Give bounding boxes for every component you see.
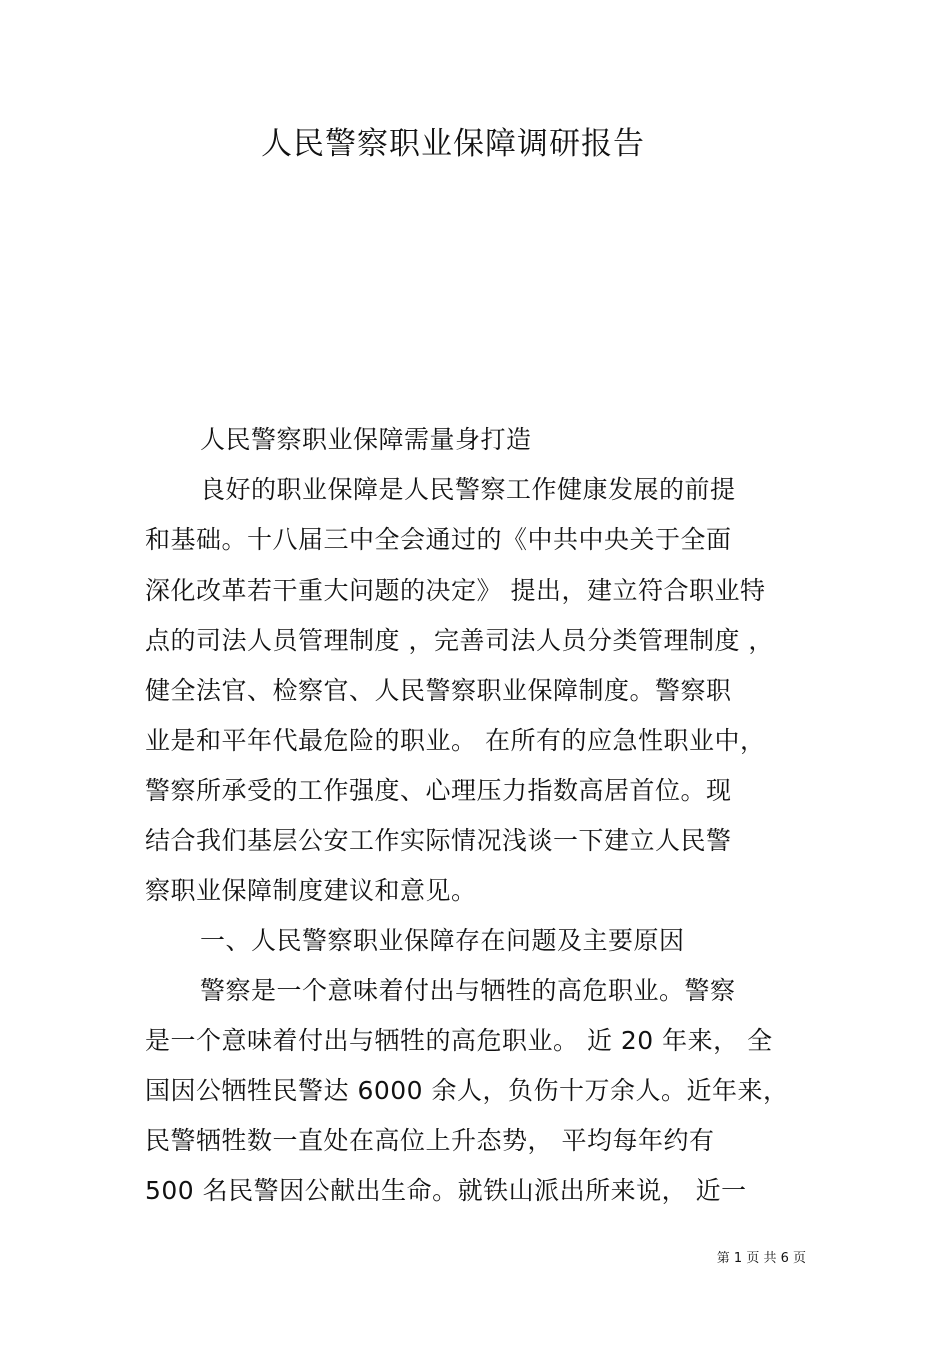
paragraph-line: 察职业保障制度建议和意见。 <box>145 876 477 905</box>
paragraph-line: 警察所承受的工作强度、心理压力指数高居首位。现 <box>145 776 732 805</box>
section-heading: 人民警察职业保障需量身打造 <box>200 425 532 454</box>
paragraph-line: 点的司法人员管理制度 ，完善司法人员分类管理制度 ， <box>145 626 774 655</box>
paragraph-line: 和基础。十八届三中全会通过的《中共中央关于全面 <box>145 525 732 554</box>
paragraph-line: 国因公牺牲民警达 6000 余人，负伤十万余人。近年来， <box>145 1076 789 1105</box>
section-heading: 一、人民警察职业保障存在问题及主要原因 <box>200 926 685 955</box>
paragraph-line: 民警牺牲数一直处在高位上升态势， 平均每年约有 <box>145 1126 715 1155</box>
paragraph-line: 是一个意味着付出与牺牲的高危职业。 近 20 年来， 全 <box>145 1026 773 1055</box>
paragraph-line: 健全法官、检察官、人民警察职业保障制度。警察职 <box>145 676 732 705</box>
paragraph-line: 良好的职业保障是人民警察工作健康发展的前提 <box>200 475 736 504</box>
document-title: 人民警察职业保障调研报告 <box>261 126 645 162</box>
paragraph-line: 深化改革若干重大问题的决定》 提出，建立符合职业特 <box>145 576 766 605</box>
page-number-footer: 第 1 页 共 6 页 <box>716 1251 806 1266</box>
paragraph-line: 结合我们基层公安工作实际情况浅谈一下建立人民警 <box>145 826 732 855</box>
paragraph-line: 业是和平年代最危险的职业。 在所有的应急性职业中， <box>145 726 766 755</box>
paragraph-line: 500 名民警因公献出生命。就铁山派出所来说， 近一 <box>145 1176 747 1205</box>
paragraph-line: 警察是一个意味着付出与牺牲的高危职业。警察 <box>200 976 736 1005</box>
